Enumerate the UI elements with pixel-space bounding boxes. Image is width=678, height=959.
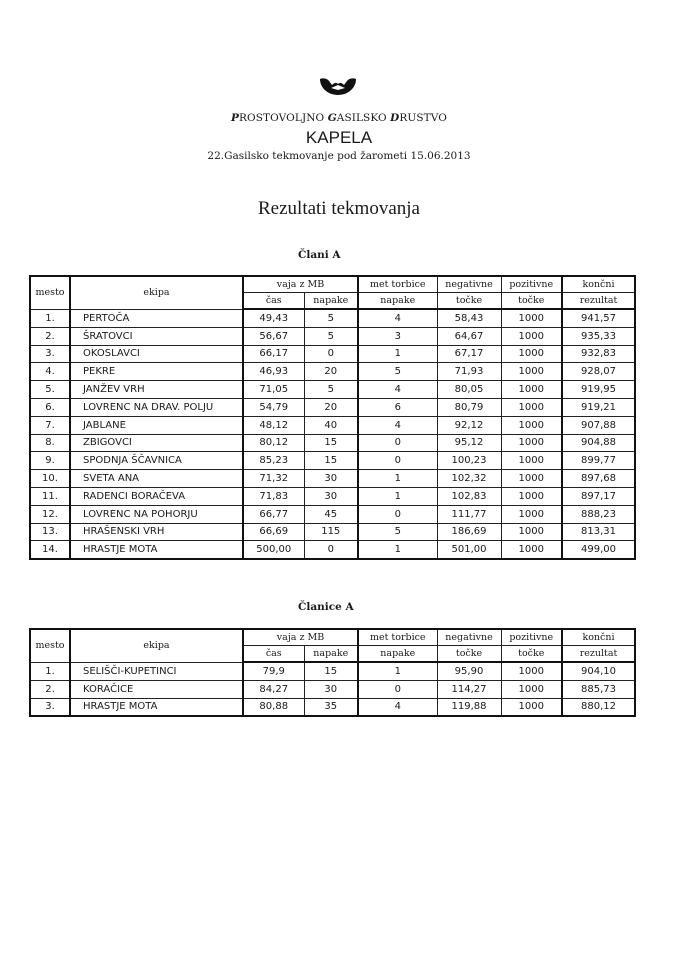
header-pozitivne-tocke: točke xyxy=(501,646,562,663)
cell-met-napake: 5 xyxy=(358,523,437,541)
cell-napake: 0 xyxy=(304,345,358,363)
cell-cas: 54,79 xyxy=(243,398,304,416)
section-title-clanice-a: Članice A xyxy=(298,601,354,613)
header-pozitivne: pozitivne xyxy=(501,276,562,293)
table-row xyxy=(30,309,635,327)
cell-negativne: 111,77 xyxy=(437,505,501,523)
cell-met-napake: 0 xyxy=(358,680,437,698)
cell-ekipa: HRASTJE MOTA xyxy=(70,698,243,716)
cell-koncni-rezultat: 899,77 xyxy=(562,452,635,470)
cell-cas: 71,32 xyxy=(243,470,304,488)
cell-koncni-rezultat: 928,07 xyxy=(562,363,635,381)
cell-napake: 5 xyxy=(304,327,358,345)
header-rezultat: rezultat xyxy=(562,646,635,663)
cell-mesto: 10. xyxy=(30,470,70,488)
cell-mesto: 2. xyxy=(30,680,70,698)
cell-negativne: 100,23 xyxy=(437,452,501,470)
cell-met-napake: 0 xyxy=(358,434,437,452)
cell-met-napake: 0 xyxy=(358,505,437,523)
cell-negativne: 95,90 xyxy=(437,662,501,680)
cell-cas: 48,12 xyxy=(243,416,304,434)
cell-pozitivne: 1000 xyxy=(501,345,562,363)
results-table-clanice-a xyxy=(29,628,636,717)
cell-met-napake: 4 xyxy=(358,309,437,327)
header-negativne-tocke: točke xyxy=(437,293,501,310)
table-row xyxy=(30,416,635,434)
cell-cas: 66,77 xyxy=(243,505,304,523)
table-row xyxy=(30,680,635,698)
cell-mesto: 3. xyxy=(30,698,70,716)
header-ekipa: ekipa xyxy=(70,629,243,662)
cell-mesto: 2. xyxy=(30,327,70,345)
table-row xyxy=(30,398,635,416)
cell-cas: 85,23 xyxy=(243,452,304,470)
cell-pozitivne: 1000 xyxy=(501,452,562,470)
table-row xyxy=(30,698,635,716)
cell-ekipa: ŠRATOVCI xyxy=(70,327,243,345)
cell-negativne: 119,88 xyxy=(437,698,501,716)
cell-pozitivne: 1000 xyxy=(501,541,562,559)
cell-ekipa: JANŽEV VRH xyxy=(70,381,243,399)
header-rezultat: rezultat xyxy=(562,293,635,310)
cell-met-napake: 1 xyxy=(358,470,437,488)
cell-met-napake: 4 xyxy=(358,416,437,434)
cell-negativne: 102,83 xyxy=(437,487,501,505)
cell-cas: 49,43 xyxy=(243,309,304,327)
header-koncni: končni xyxy=(562,276,635,293)
cell-napake: 35 xyxy=(304,698,358,716)
cell-mesto: 1. xyxy=(30,309,70,327)
cell-mesto: 5. xyxy=(30,381,70,399)
cell-negativne: 80,05 xyxy=(437,381,501,399)
cell-negativne: 67,17 xyxy=(437,345,501,363)
cell-koncni-rezultat: 919,21 xyxy=(562,398,635,416)
cell-pozitivne: 1000 xyxy=(501,327,562,345)
header-negativne: negativne xyxy=(437,629,501,646)
table-row xyxy=(30,381,635,399)
cell-pozitivne: 1000 xyxy=(501,487,562,505)
cell-cas: 500,00 xyxy=(243,541,304,559)
header-vaja-z-mb: vaja z MB xyxy=(243,629,358,646)
header-napake: napake xyxy=(304,293,358,310)
cell-mesto: 4. xyxy=(30,363,70,381)
header-pozitivne: pozitivne xyxy=(501,629,562,646)
cell-napake: 115 xyxy=(304,523,358,541)
cell-met-napake: 1 xyxy=(358,541,437,559)
organization-name: PROSTOVOLJNO GASILSKO DRUSTVO xyxy=(231,112,447,124)
cell-koncni-rezultat: 904,10 xyxy=(562,662,635,680)
cell-met-napake: 4 xyxy=(358,381,437,399)
cell-ekipa: HRASTJE MOTA xyxy=(70,541,243,559)
cell-mesto: 1. xyxy=(30,662,70,680)
event-subtitle: 22.Gasilsko tekmovanje pod žarometi 15.06.2013 xyxy=(207,150,471,162)
cell-negativne: 80,79 xyxy=(437,398,501,416)
results-table-clani-a xyxy=(29,275,636,560)
cell-cas: 71,83 xyxy=(243,487,304,505)
cell-ekipa: LOVRENC NA POHORJU xyxy=(70,505,243,523)
cell-ekipa: PEKRE xyxy=(70,363,243,381)
cell-ekipa: KORAČICE xyxy=(70,680,243,698)
header-met-napake: napake xyxy=(358,293,437,310)
cell-pozitivne: 1000 xyxy=(501,381,562,399)
cell-koncni-rezultat: 935,33 xyxy=(562,327,635,345)
cell-pozitivne: 1000 xyxy=(501,523,562,541)
cell-ekipa: HRAŠENSKI VRH xyxy=(70,523,243,541)
cell-mesto: 3. xyxy=(30,345,70,363)
table-row xyxy=(30,452,635,470)
cell-mesto: 7. xyxy=(30,416,70,434)
header-ekipa: ekipa xyxy=(70,276,243,309)
cell-negativne: 71,93 xyxy=(437,363,501,381)
place-name: KAPELA xyxy=(305,128,373,147)
cell-koncni-rezultat: 907,88 xyxy=(562,416,635,434)
cell-pozitivne: 1000 xyxy=(501,680,562,698)
cell-negativne: 186,69 xyxy=(437,523,501,541)
header-mesto: mesto xyxy=(30,629,70,662)
cell-cas: 66,69 xyxy=(243,523,304,541)
cell-napake: 40 xyxy=(304,416,358,434)
table-row xyxy=(30,470,635,488)
cell-napake: 20 xyxy=(304,363,358,381)
cell-mesto: 9. xyxy=(30,452,70,470)
header-pozitivne-tocke: točke xyxy=(501,293,562,310)
cell-napake: 15 xyxy=(304,662,358,680)
cell-mesto: 14. xyxy=(30,541,70,559)
table-row xyxy=(30,662,635,680)
cell-koncni-rezultat: 941,57 xyxy=(562,309,635,327)
header-cas: čas xyxy=(243,646,304,663)
cell-ekipa: OKOSLAVCI xyxy=(70,345,243,363)
cell-napake: 15 xyxy=(304,434,358,452)
cell-pozitivne: 1000 xyxy=(501,398,562,416)
header-koncni: končni xyxy=(562,629,635,646)
cell-pozitivne: 1000 xyxy=(501,363,562,381)
header-vaja-z-mb: vaja z MB xyxy=(243,276,358,293)
table-row xyxy=(30,363,635,381)
cell-ekipa: SPODNJA ŠČAVNICA xyxy=(70,452,243,470)
cell-pozitivne: 1000 xyxy=(501,416,562,434)
page-title: Rezultati tekmovanja xyxy=(258,198,420,219)
header-napake: napake xyxy=(304,646,358,663)
cell-cas: 79,9 xyxy=(243,662,304,680)
cell-cas: 84,27 xyxy=(243,680,304,698)
cell-met-napake: 1 xyxy=(358,487,437,505)
cell-pozitivne: 1000 xyxy=(501,434,562,452)
header-met-torbice: met torbice xyxy=(358,629,437,646)
cell-met-napake: 1 xyxy=(358,662,437,680)
cell-koncni-rezultat: 932,83 xyxy=(562,345,635,363)
cell-negativne: 95,12 xyxy=(437,434,501,452)
cell-napake: 5 xyxy=(304,381,358,399)
table-row xyxy=(30,487,635,505)
cell-koncni-rezultat: 897,17 xyxy=(562,487,635,505)
cell-koncni-rezultat: 499,00 xyxy=(562,541,635,559)
cell-negativne: 92,12 xyxy=(437,416,501,434)
cell-pozitivne: 1000 xyxy=(501,470,562,488)
cell-ekipa: JABLANE xyxy=(70,416,243,434)
cell-negativne: 114,27 xyxy=(437,680,501,698)
cell-mesto: 6. xyxy=(30,398,70,416)
cell-koncni-rezultat: 897,68 xyxy=(562,470,635,488)
cell-napake: 30 xyxy=(304,487,358,505)
cell-koncni-rezultat: 885,73 xyxy=(562,680,635,698)
cell-pozitivne: 1000 xyxy=(501,662,562,680)
cell-negativne: 102,32 xyxy=(437,470,501,488)
cell-cas: 46,93 xyxy=(243,363,304,381)
cell-pozitivne: 1000 xyxy=(501,309,562,327)
cell-cas: 66,17 xyxy=(243,345,304,363)
cell-mesto: 12. xyxy=(30,505,70,523)
cell-cas: 80,88 xyxy=(243,698,304,716)
header-met-torbice: met torbice xyxy=(358,276,437,293)
cell-ekipa: ZBIGOVCI xyxy=(70,434,243,452)
table-row xyxy=(30,541,635,559)
table-row xyxy=(30,327,635,345)
cell-negativne: 501,00 xyxy=(437,541,501,559)
cell-koncni-rezultat: 904,88 xyxy=(562,434,635,452)
cell-napake: 30 xyxy=(304,470,358,488)
cell-met-napake: 3 xyxy=(358,327,437,345)
header-met-napake: napake xyxy=(358,646,437,663)
cell-pozitivne: 1000 xyxy=(501,505,562,523)
cell-mesto: 8. xyxy=(30,434,70,452)
cell-met-napake: 5 xyxy=(358,363,437,381)
header-mesto: mesto xyxy=(30,276,70,309)
cell-met-napake: 1 xyxy=(358,345,437,363)
cell-pozitivne: 1000 xyxy=(501,698,562,716)
cell-koncni-rezultat: 919,95 xyxy=(562,381,635,399)
cell-napake: 5 xyxy=(304,309,358,327)
cell-negativne: 58,43 xyxy=(437,309,501,327)
cell-napake: 20 xyxy=(304,398,358,416)
cell-napake: 30 xyxy=(304,680,358,698)
header-negativne-tocke: točke xyxy=(437,646,501,663)
header-cas: čas xyxy=(243,293,304,310)
cell-koncni-rezultat: 888,23 xyxy=(562,505,635,523)
cell-ekipa: SVETA ANA xyxy=(70,470,243,488)
table-row xyxy=(30,434,635,452)
cell-koncni-rezultat: 880,12 xyxy=(562,698,635,716)
cell-negativne: 64,67 xyxy=(437,327,501,345)
cell-met-napake: 6 xyxy=(358,398,437,416)
fire-brigade-emblem-icon xyxy=(318,76,358,98)
cell-cas: 80,12 xyxy=(243,434,304,452)
table-row xyxy=(30,505,635,523)
cell-ekipa: PERTOČA xyxy=(70,309,243,327)
cell-ekipa: RADENCI BORAČEVA xyxy=(70,487,243,505)
cell-napake: 45 xyxy=(304,505,358,523)
cell-cas: 71,05 xyxy=(243,381,304,399)
cell-met-napake: 0 xyxy=(358,452,437,470)
cell-mesto: 11. xyxy=(30,487,70,505)
cell-met-napake: 4 xyxy=(358,698,437,716)
cell-napake: 0 xyxy=(304,541,358,559)
cell-napake: 15 xyxy=(304,452,358,470)
cell-koncni-rezultat: 813,31 xyxy=(562,523,635,541)
cell-ekipa: SELIŠČI-KUPETINCI xyxy=(70,662,243,680)
cell-mesto: 13. xyxy=(30,523,70,541)
cell-ekipa: LOVRENC NA DRAV. POLJU xyxy=(70,398,243,416)
header-negativne: negativne xyxy=(437,276,501,293)
cell-cas: 56,67 xyxy=(243,327,304,345)
section-title-clani-a: Člani A xyxy=(298,249,341,261)
table-row xyxy=(30,345,635,363)
table-row xyxy=(30,523,635,541)
